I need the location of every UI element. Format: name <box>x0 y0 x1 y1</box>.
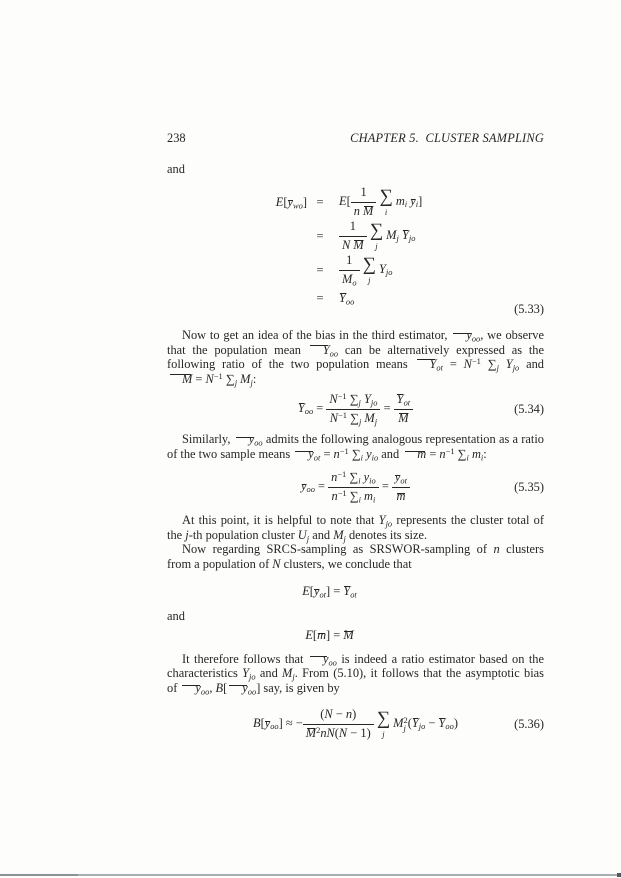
equation-5-33-line-1: E[ $\frac{1}{\text{n M}}$ ∑ i $m_i$ $y_i$] <box>339 185 423 218</box>
equals-sign: = <box>316 228 324 243</box>
equation-5-33-line-3: $\frac{1}{M_o}$ ∑ j $Y_{jo}$ <box>333 253 544 287</box>
paragraph-ratio-estimator: It therefore follows that $y_{oo}$ is indeed a ratio estimator based on the characteristics $Y_{jo}$ and $M_j$. From (5.10), it follows that the asymptotic bias of $y_{oo}$, B[ $y_{oo}$] say, is given by <box>167 651 544 696</box>
equation-5-33-line-2: $\frac{1}{\text{N M}}$ ∑ j $M_j$ $Y_{jo}$ <box>333 219 544 253</box>
equals-sign: = <box>316 194 324 209</box>
paragraph-and-2: and <box>167 609 185 623</box>
text-column <box>167 131 544 744</box>
equation-5-33 <box>167 185 544 321</box>
paragraph-similarly: Similarly, $y_{oo}$ admits the following analogous representation as a ratio of the two sample means $y_{ot} = n^{-1}$ $\sum_i$ $y_{io}$ and $m = n^{-1}$ $\sum_i$ $m_i$: <box>167 432 545 462</box>
equation-5-34 <box>167 391 544 427</box>
equation-expectation-ybar-ot-body: $E[y_{ot}] = Y_{ot}$ <box>302 583 357 600</box>
equation-number-5-33: (5.33) <box>514 301 544 316</box>
equation-number-5-36: (5.36) <box>514 716 544 731</box>
equation-5-36 <box>167 704 544 744</box>
equation-5-33-line-4: $Y_{oo}$ <box>339 291 355 307</box>
page-header <box>167 131 544 146</box>
paragraph-bias-intro: Now to get an idea of the bias in the third estimator, $y_{oo}$, we observe that the population mean $Y_{oo}$ can be alternatively expressed as the following ratio of the two population means $Y_{ot} = N^{-1}$ $\sum_j$ $Y_{jo}$ and $M = N^{-1}$ $\sum_j$ $M_j$: <box>167 328 545 387</box>
equation-expectation-mbar <box>167 627 544 645</box>
paragraph-at-this-point: At this point, it is helpful to note that $Y_{jo}$ represents the cluster total of the j-th population cluster $U_j$ and $M_j$ denotes its size. <box>167 513 544 543</box>
equals-sign: = <box>316 262 324 277</box>
equation-5-33-lhs-empty <box>167 291 307 317</box>
equation-5-34-body: $Y_{oo}$ = $N^{-1}$ $\sum_j$ $Y_{jo}$ $N^{-1}$ $\sum_j$ $M_j$ = $Y_{ot}$ M <box>298 392 413 426</box>
equals-sign: = <box>316 291 324 305</box>
paragraph-srcs-sampling: Now regarding SRCS-sampling as SRSWOR-sampling of n clusters from a population of N clusters, we conclude that <box>167 542 544 571</box>
equation-5-33-lhs: $E[y_{wo}]$ <box>275 194 307 211</box>
equation-5-36-body: $B[y_{oo}]$ ≈ − $\frac{(N - n)}{M^2nN(N - 1)}$ ∑ j M 2 j $(Y_{jo} - Y_{oo})$ <box>253 707 458 740</box>
running-title: CHAPTER 5. CLUSTER SAMPLING <box>350 131 544 145</box>
equation-number-5-35: (5.35) <box>514 479 544 494</box>
equation-5-35-body: $y_{oo}$ = $n^{-1}$ $\sum_i$ $y_{io}$ $n^{-1}$ $\sum_i$ $m_i$ = $y_{ot}$ m <box>301 470 410 504</box>
scan-edge-line <box>0 874 621 876</box>
paragraph-and-1: and <box>167 161 185 176</box>
equation-5-35 <box>167 468 544 506</box>
page-number: 238 <box>167 131 186 145</box>
equation-expectation-ybar-ot <box>167 582 544 600</box>
equation-expectation-mbar-body: E[m] = M <box>305 628 354 643</box>
equation-number-5-34: (5.34) <box>514 401 544 416</box>
